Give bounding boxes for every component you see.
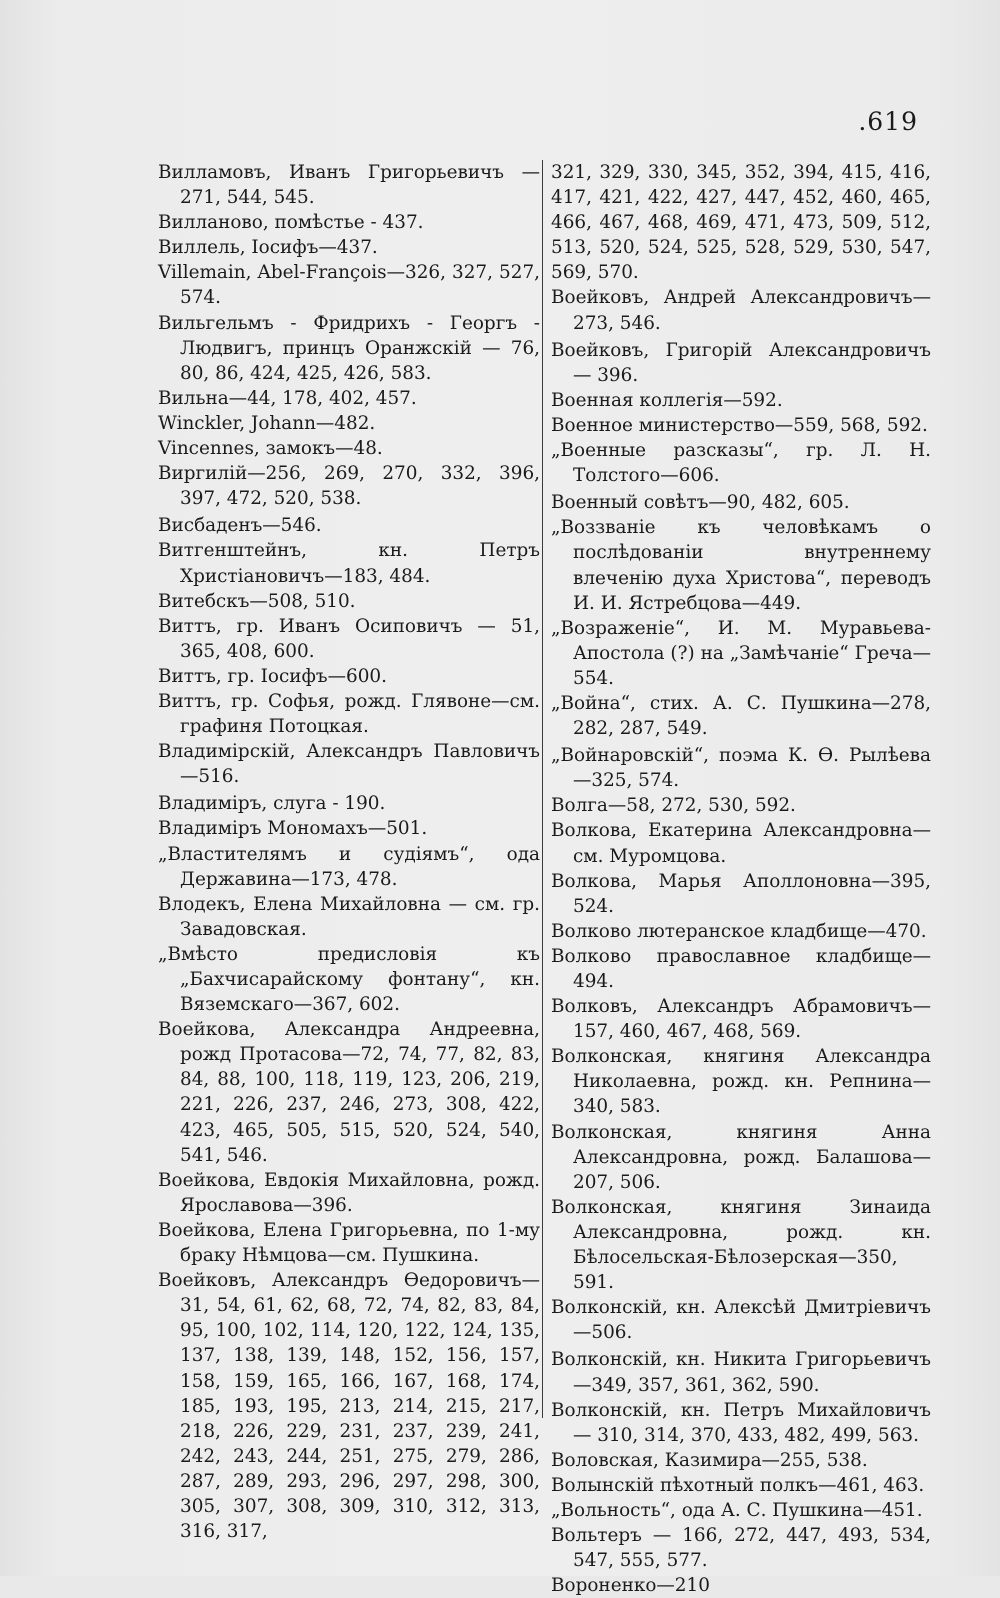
index-entry: Виттъ, гр. Иванъ Осиповичъ — 51, 365, 408, 600.	[158, 615, 540, 662]
index-entry: Владиміръ, слуга - 190.	[158, 793, 386, 815]
index-entry: Висбаденъ—546.	[158, 515, 322, 537]
index-entry: Воейкова, Александра Андреевна, рожд Протасова—72, 74, 77, 82, 83, 84, 88, 100, 118, 119, 123, 206, 219, 221, 226, 237, 246, 273, 308, 422, 423, 465, 505, 515, 520, 524, 540, 541, 546.	[158, 1019, 540, 1166]
index-entry: Виттъ, гр. Софья, рожд. Глявоне—см. графиня Потоцкая.	[158, 690, 540, 738]
index-entry: Владимірскій, Александръ Павловичъ—516.	[158, 741, 540, 788]
index-entry: Виллель, Іосифъ—437.	[158, 237, 378, 259]
index-entry: Волкова, Марья Аполлоновна—395, 524.	[551, 870, 931, 917]
index-entry-continued: 321, 329, 330, 345, 352, 394, 415, 416, 417, 421, 422, 427, 447, 452, 460, 465, 466, 467, 468, 469, 471, 473, 509, 512, 513, 520, 524, 525, 528, 529, 530, 547, 569, 570.	[551, 162, 931, 284]
index-column-right	[551, 160, 931, 1598]
index-entry: Волконскій, кн. Петръ Михайловичъ — 310, 314, 370, 433, 482, 499, 563.	[551, 1399, 931, 1446]
index-entry: Владиміръ Мономахъ—501.	[158, 818, 428, 840]
index-entry: Villemain, Abel-François—326, 327, 527, 574.	[158, 262, 540, 309]
index-entry: Вороненко—210	[551, 1575, 710, 1597]
index-entry: Vincennes, замокъ—48.	[158, 438, 383, 460]
index-entry: Волконская, княгиня Зинаида Александровна, рожд. кн. Бѣлосельская-Бѣлозерская—350, 591.	[551, 1196, 931, 1294]
index-entry: Волконскій, кн. Алексѣй Дмитріевичъ—506.	[551, 1297, 931, 1344]
index-entry: Волынскій пѣхотный полкъ—461, 463.	[551, 1474, 925, 1496]
index-entry: Волковъ, Александръ Абрамовичъ—157, 460, 467, 468, 569.	[551, 996, 931, 1043]
index-entry: „Воззваніе къ человѣкамъ о послѣдованіи внутреннему влеченію духа Христова“, переводъ И. И. Ястребцова—449.	[551, 517, 931, 614]
page-number: .619	[858, 107, 918, 136]
index-entry: „Военные разсказы“, гр. Л. Н. Толстого—606.	[551, 440, 931, 487]
index-entry: „Властителямъ и судіямъ“, ода Державина—173, 478.	[158, 843, 540, 890]
index-entry: „Возраженіе“, И. М. Муравьева-Апостола (?) на „Замѣчаніе“ Греча—554.	[551, 617, 931, 689]
index-entry: Виргилій—256, 269, 270, 332, 396, 397, 472, 520, 538.	[158, 463, 540, 510]
index-entry: Winckler, Johann—482.	[158, 412, 376, 434]
index-entry: Воейковъ, Андрей Александровичъ—273, 546.	[551, 287, 931, 334]
index-entry: Военная коллегія—592.	[551, 389, 783, 411]
index-entry: Воейкова, Елена Григорьевна, по 1-му браку Нѣмцова—см. Пушкина.	[158, 1219, 540, 1267]
index-entry: Воейковъ, Григорій Александровичъ — 396.	[551, 339, 931, 386]
index-entry: Военное министерство—559, 568, 592.	[551, 414, 928, 436]
index-entry: Волкова, Екатерина Александровна—см. Муромцова.	[551, 820, 931, 867]
index-entry: „Вмѣсто предисловія къ „Бахчисарайскому фонтану“, кн. Вяземскаго—367, 602.	[158, 943, 540, 1016]
index-entry: Витгенштейнъ, кн. Петръ Христіановичъ—183, 484.	[158, 540, 540, 587]
index-entry: Вильна—44, 178, 402, 457.	[158, 387, 417, 409]
index-entry: Военный совѣтъ—90, 482, 605.	[551, 492, 850, 514]
index-entry: Воейковъ, Александръ Ѳедоровичъ—31, 54, 61, 62, 68, 72, 74, 82, 83, 84, 95, 100, 102, 114, 120, 122, 124, 135, 137, 138, 139, 148, 152, 156, 157, 158, 159, 165, 166, 167, 168, 174, 185, 193, 195, 213, 214, 215, 217, 218, 226, 229, 231, 237, 239, 241, 242, 243, 244, 251, 275, 279, 286, 287, 289, 293, 296, 297, 298, 300, 305, 307, 308, 309, 310, 312, 313, 316, 317,	[158, 1270, 540, 1543]
index-entry: Волково православное кладбище—494.	[551, 945, 931, 992]
index-entry: Витебскъ—508, 510.	[158, 590, 356, 612]
index-column-left	[158, 160, 540, 1544]
index-entry: „Войнаровскій“, поэма К. Ѳ. Рылѣева—325, 574.	[551, 745, 931, 792]
index-entry: Вилламовъ, Иванъ Григорьевичъ — 271, 544, 545.	[158, 162, 540, 209]
index-entry: Волконская, княгиня Анна Александровна, рожд. Балашова—207, 506.	[551, 1121, 931, 1193]
index-entry: Влодекъ, Елена Михайловна — см. гр. Завадовская.	[158, 893, 540, 940]
index-entry: Воловская, Казимира—255, 538.	[551, 1449, 868, 1471]
index-entry: Вилланово, помѣстье - 437.	[158, 212, 424, 234]
index-entry: „Вольность“, ода А. С. Пушкина—451.	[551, 1499, 923, 1521]
column-divider	[542, 160, 543, 1418]
index-entry: Волконская, княгиня Александра Николаевна, рожд. кн. Репнина—340, 583.	[551, 1046, 931, 1118]
index-entry: Воейкова, Евдокія Михайловна, рожд. Ярославова—396.	[158, 1169, 540, 1216]
index-entry: Виттъ, гр. Іосифъ—600.	[158, 665, 387, 687]
index-entry: Вильгельмъ - Фридрихъ - Георгъ - Людвигъ, принцъ Оранжскій — 76, 80, 86, 424, 425, 426, 583.	[158, 312, 540, 384]
index-entry: „Война“, стих. А. С. Пушкина—278, 282, 287, 549.	[551, 692, 931, 740]
index-entry: Волконскій, кн. Никита Григорьевичъ—349, 357, 361, 362, 590.	[551, 1349, 931, 1396]
index-entry: Волга—58, 272, 530, 592.	[551, 795, 796, 817]
index-entry: Вольтеръ — 166, 272, 447, 493, 534, 547, 555, 577.	[551, 1525, 931, 1572]
index-entry: Волково лютеранское кладбище—470.	[551, 920, 927, 942]
